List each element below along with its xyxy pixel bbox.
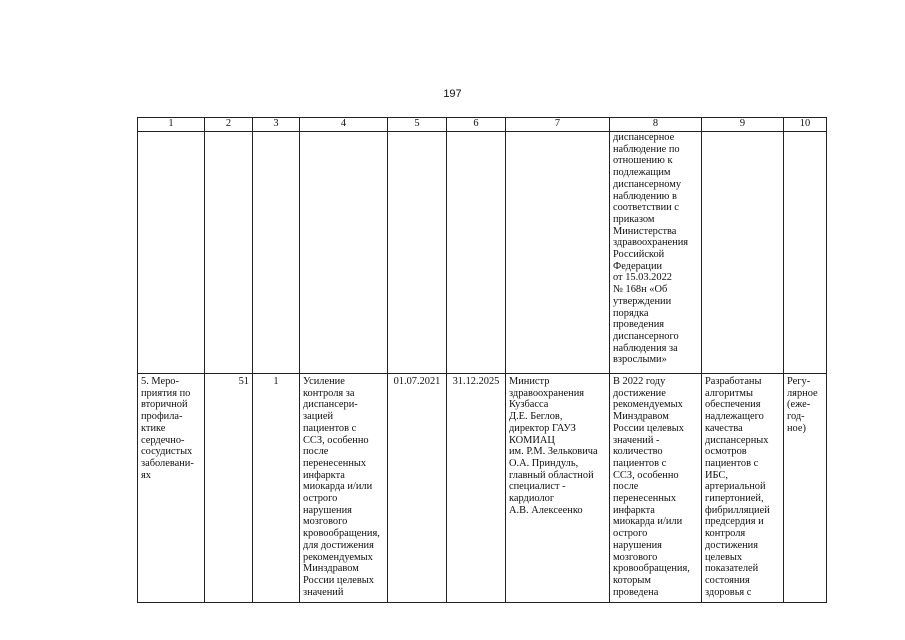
cell-text-line: перенесенных <box>303 457 367 469</box>
cell-text-line: сердечно- <box>141 434 185 446</box>
column-header: 2 <box>205 118 253 132</box>
cell-text-line: № 168н «Об <box>613 284 668 296</box>
cell-text-line: значений <box>303 586 344 598</box>
cell-text-line: достижение <box>613 387 666 399</box>
cell-text-line: 5. Меро- <box>141 376 179 387</box>
cell-text-line: здравоохранения <box>509 387 585 399</box>
column-header: 4 <box>300 118 388 132</box>
cell-text-line: приятия по <box>141 387 191 399</box>
cell-text-line: взрослыми» <box>613 354 667 366</box>
measure-code-cell: 51 <box>205 374 253 603</box>
cell-text-line: гипертонией, <box>705 493 764 505</box>
column-header: 6 <box>447 118 506 132</box>
cell-text-line: ктике <box>141 422 166 434</box>
cell-text-line: (еже- <box>787 399 811 411</box>
cell-text-line: кровообращения, <box>613 563 690 575</box>
cell-text-line: А.В. Алексеенко <box>509 504 583 516</box>
cell-text-line: предсердия и <box>705 516 764 528</box>
cell-text-line: утверждении <box>613 295 672 307</box>
cell-text-line: В 2022 году <box>613 376 666 387</box>
cell-text-line: ССЗ, особенно <box>303 434 369 446</box>
cell-text-line: Кузбасса <box>509 399 549 411</box>
cell-text-line: острого <box>303 493 338 505</box>
cell-text-line: рекомендуемых <box>613 399 683 411</box>
cell-text-line: надлежащего <box>705 411 764 423</box>
table-cell <box>138 132 205 374</box>
cell-text-line: О.А. Приндуль, <box>509 457 579 469</box>
cell-text-line: им. Р.М. Зельковича <box>509 446 598 458</box>
cell-text-line: достижения <box>705 539 759 551</box>
column-header: 10 <box>784 118 827 132</box>
cell-text-line: диспансери- <box>303 399 358 411</box>
cell-text-line: ях <box>141 469 151 481</box>
cell-text-line: после <box>303 446 329 458</box>
cell-text-line: России целевых <box>613 422 684 434</box>
cell-text-line: главный областной <box>509 469 594 481</box>
cell-text-line: здравоохранения <box>613 237 689 249</box>
cell-text-line: наблюдению в <box>613 190 677 202</box>
cell-text-line: качества <box>705 422 743 434</box>
table-cell <box>447 132 506 374</box>
cell-text-line: наблюдения за <box>613 342 678 354</box>
table-row <box>138 132 827 374</box>
table-cell <box>300 132 388 374</box>
cell-text-line: нарушения <box>613 539 662 551</box>
cell-text-line: рекомендуемых <box>303 551 373 563</box>
column-header: 9 <box>702 118 784 132</box>
end-date-cell: 31.12.2025 <box>447 374 506 603</box>
cell-text-line: Российской <box>613 249 665 261</box>
cell-text-line: здоровья с <box>705 586 752 598</box>
cell-text-line: директор ГАУЗ <box>509 422 576 434</box>
table-row <box>138 374 827 603</box>
cell-text-line: год- <box>787 411 805 423</box>
cell-text-line: вторичной <box>141 399 188 411</box>
cell-text-line: Министр <box>509 376 550 387</box>
page-number: 197 <box>443 88 462 100</box>
cell-text-line: перенесенных <box>613 493 677 505</box>
cell-text-line: артериальной <box>705 481 766 493</box>
cell-text-line: Д.Е. Беглов, <box>509 411 563 423</box>
cell-text-line: ИБС, <box>705 469 728 481</box>
measure-description-cell <box>300 374 388 603</box>
cell-text-line: ное) <box>787 422 806 434</box>
cell-text-line: которым <box>613 574 651 586</box>
cell-text-line: проведения <box>613 319 665 331</box>
frequency-cell <box>784 374 827 603</box>
cell-text-line: приказом <box>613 213 655 225</box>
cell-text-line: состояния <box>705 574 750 586</box>
cell-text-line: Минздравом <box>303 563 359 575</box>
cell-text-line: показателей <box>705 563 759 575</box>
cell-text-line: кровообращения, <box>303 528 380 540</box>
cell-text-line: от 15.03.2022 <box>613 272 672 284</box>
cell-text-line: отношению к <box>613 155 673 167</box>
cell-text-line: количество <box>613 446 663 458</box>
column-header: 7 <box>506 118 610 132</box>
cell-text-line: соответствии с <box>613 202 679 214</box>
cell-text-line: значений - <box>613 434 660 446</box>
control-indicator-cell <box>702 374 784 603</box>
cell-text-line: порядка <box>613 307 649 319</box>
cell-text-line: острого <box>613 528 648 540</box>
table-cell <box>253 132 300 374</box>
column-header: 3 <box>253 118 300 132</box>
cell-text-line: пациентов с <box>705 457 759 469</box>
column-header: 5 <box>388 118 447 132</box>
cell-text-line: контроля за <box>303 387 355 399</box>
cell-text-line: КОМИАЦ <box>509 434 555 446</box>
responsible-cell <box>506 374 610 603</box>
cell-text-line: Разработаны <box>705 376 762 387</box>
continued-result-cell <box>610 132 702 374</box>
cell-text-line: ССЗ, особенно <box>613 469 679 481</box>
cell-text-line: Минздравом <box>613 411 669 423</box>
column-header: 1 <box>138 118 205 132</box>
column-number-header-row <box>138 118 827 132</box>
table-cell <box>784 132 827 374</box>
cell-text-line: мозгового <box>613 551 658 563</box>
cell-text-line: миокарда и/или <box>613 516 683 528</box>
table-cell <box>702 132 784 374</box>
cell-text-line: проведена <box>613 586 659 598</box>
cell-text-line: обеспечения <box>705 399 761 411</box>
cell-text-line: специалист - <box>509 481 566 493</box>
measures-table <box>137 117 827 603</box>
cell-text-line: целевых <box>705 551 743 563</box>
table-cell <box>506 132 610 374</box>
cell-text-line: России целевых <box>303 574 374 586</box>
cell-text-line: осмотров <box>705 446 747 458</box>
expected-result-cell <box>610 374 702 603</box>
table-cell <box>388 132 447 374</box>
cell-text-line: фибрилляцией <box>705 504 770 516</box>
cell-text-line: инфаркта <box>613 504 655 516</box>
cell-text-line: Министерства <box>613 225 677 237</box>
cell-text-line: подлежащим <box>613 167 671 179</box>
cell-text-line: после <box>613 481 639 493</box>
cell-text-line: Усиление <box>303 376 345 387</box>
start-date-cell: 01.07.2021 <box>388 374 447 603</box>
cell-text-line: инфаркта <box>303 469 345 481</box>
cell-text-line: диспансерного <box>613 330 679 342</box>
cell-text-line: сосудистых <box>141 446 193 458</box>
column-header: 8 <box>610 118 702 132</box>
measure-subcode-cell: 1 <box>253 374 300 603</box>
cell-text-line: кардиолог <box>509 493 555 505</box>
cell-text-line: диспансерное <box>613 132 675 143</box>
measure-name-cell <box>138 374 205 603</box>
cell-text-line: миокарда и/или <box>303 481 373 493</box>
cell-text-line: контроля <box>705 528 746 540</box>
cell-text-line: пациентов с <box>303 422 357 434</box>
cell-text-line: пациентов с <box>613 457 667 469</box>
cell-text-line: мозгового <box>303 516 348 528</box>
cell-text-line: диспансерных <box>705 434 769 446</box>
cell-text-line: алгоритмы <box>705 387 753 399</box>
cell-text-line: нарушения <box>303 504 352 516</box>
cell-text-line: заболевани- <box>141 457 194 469</box>
cell-text-line: наблюдение по <box>613 143 680 155</box>
cell-text-line: профила- <box>141 411 183 423</box>
table-cell <box>205 132 253 374</box>
cell-text-line: зацией <box>303 411 334 423</box>
cell-text-line: для достижения <box>303 539 374 551</box>
cell-text-line: диспансерному <box>613 178 682 190</box>
cell-text-line: Федерации <box>613 260 663 272</box>
cell-text-line: Регу- <box>787 376 811 387</box>
cell-text-line: лярное <box>787 387 818 399</box>
